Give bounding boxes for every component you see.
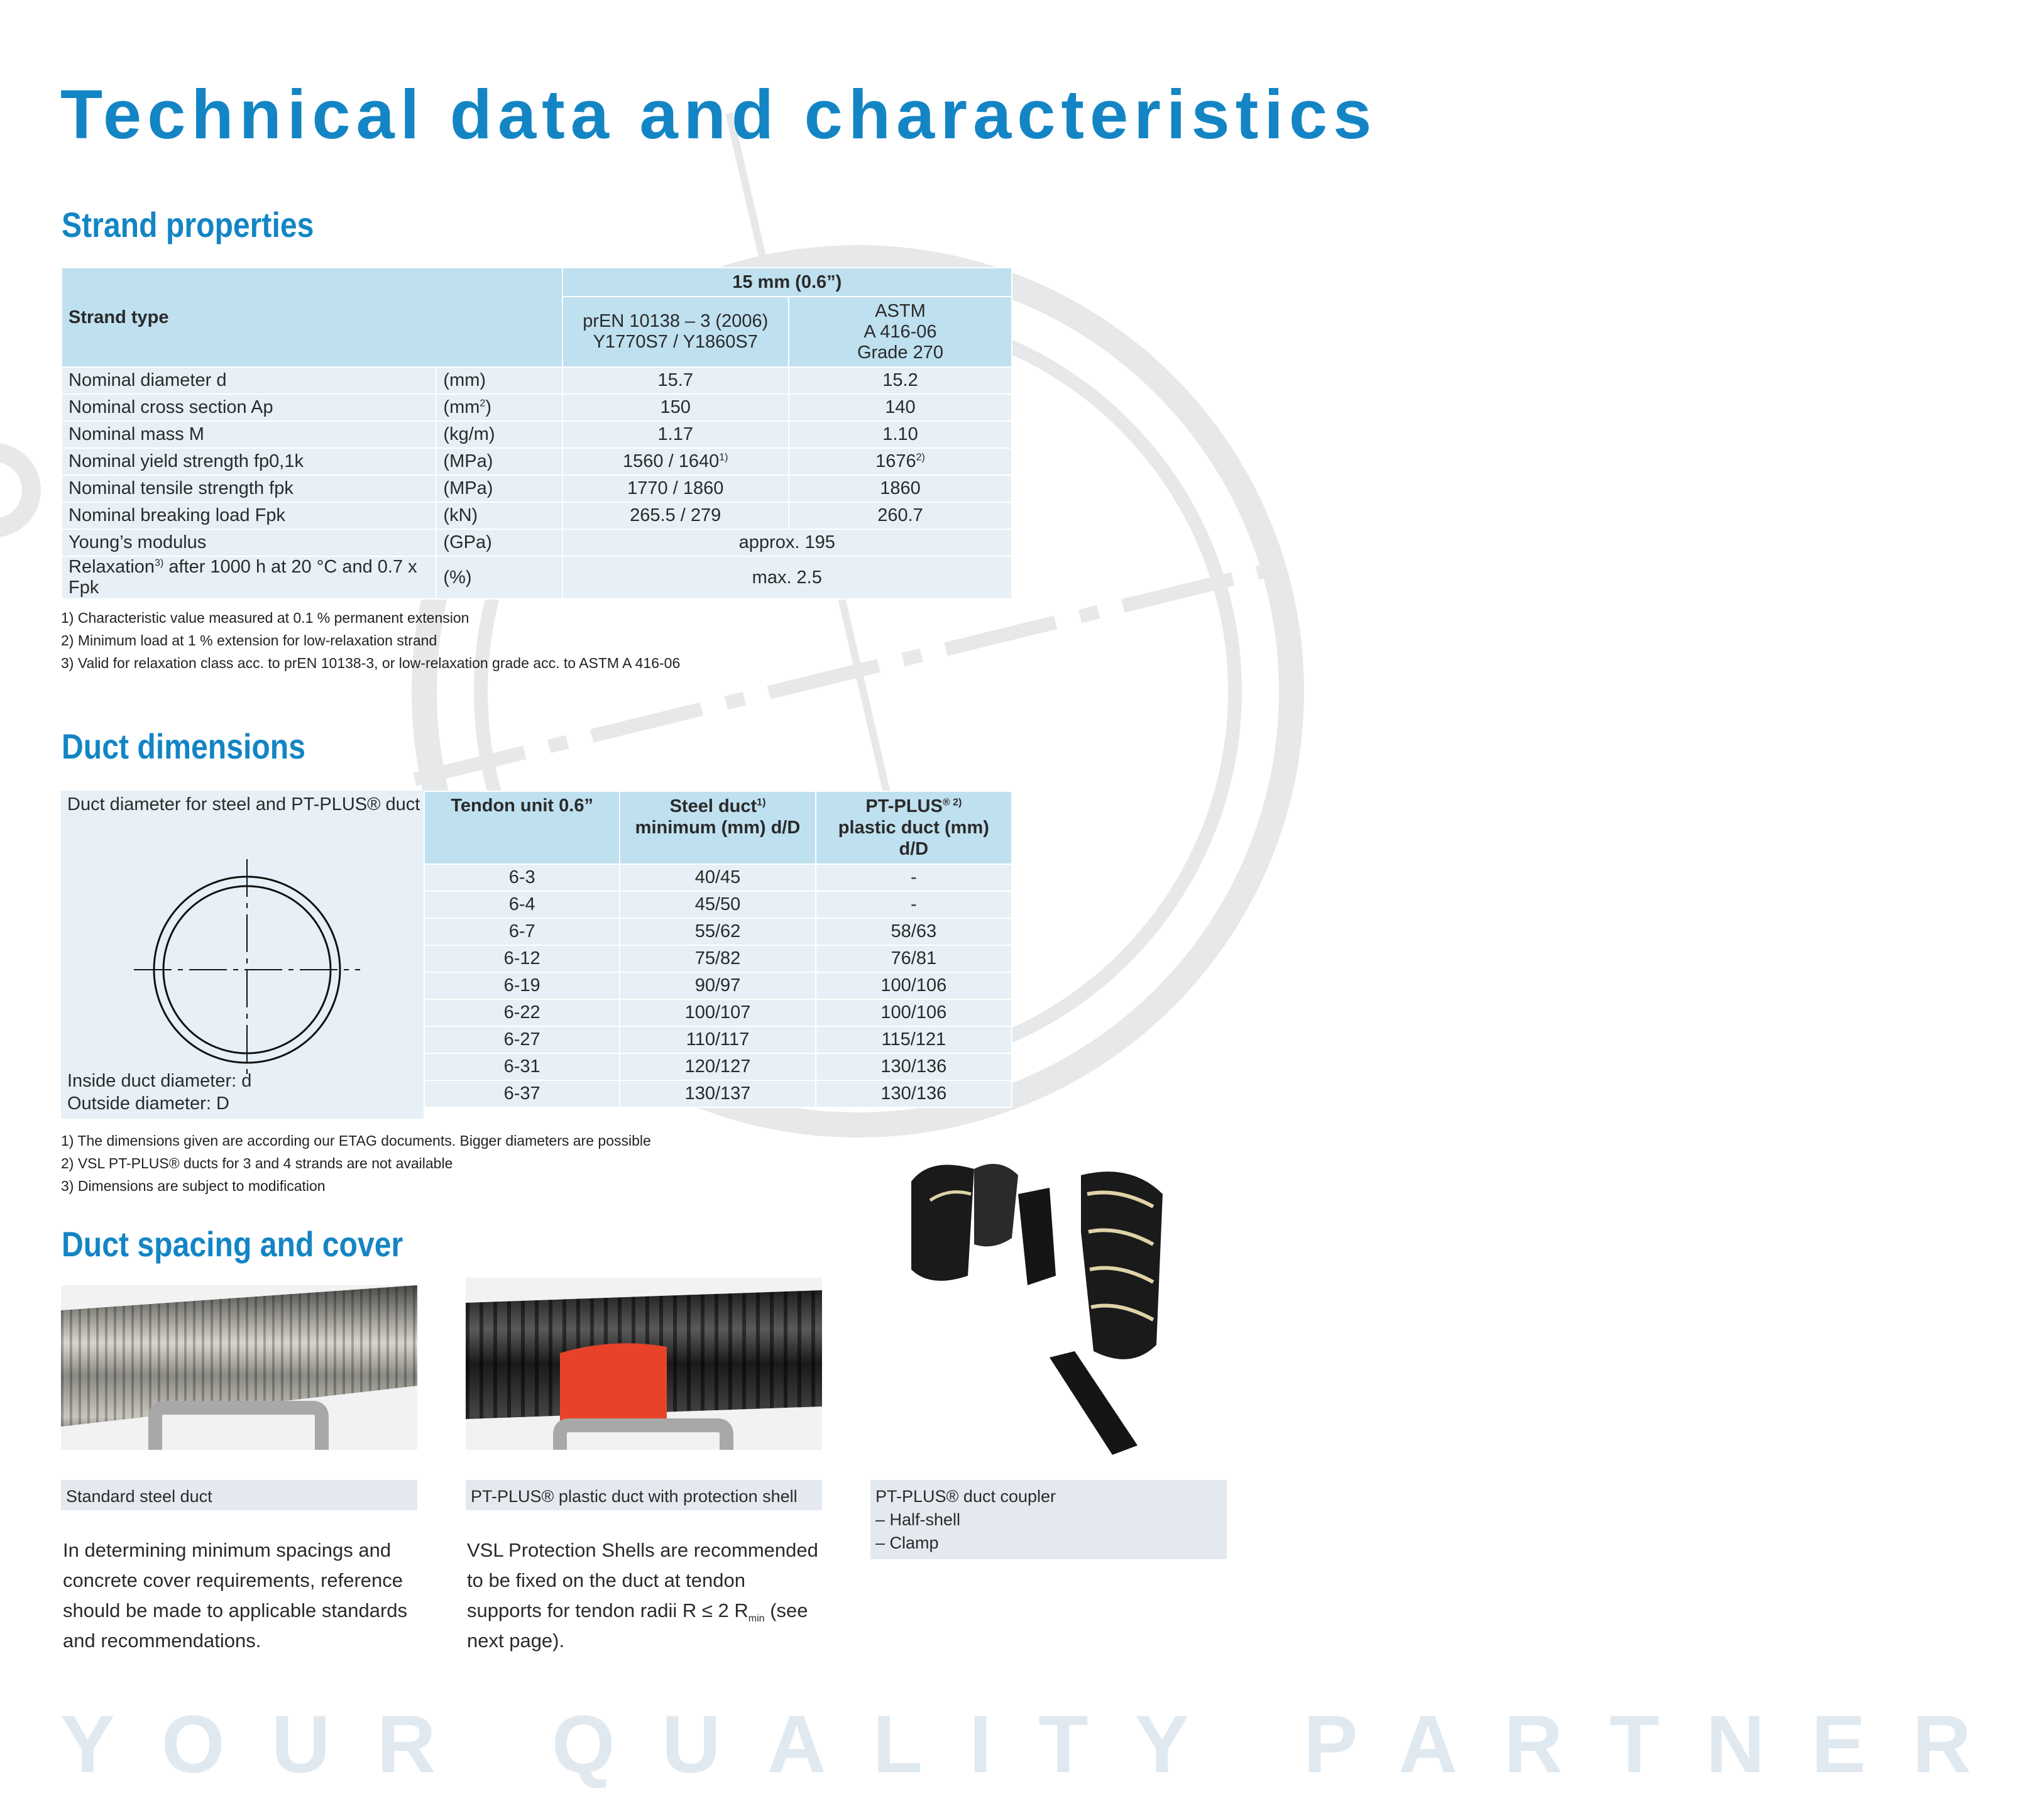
footnote: 3) Valid for relaxation class acc. to prEN 10138-3, or low-relaxation grade acc. to ASTM A 416-06 — [61, 655, 681, 671]
steel-duct-caption: Standard steel duct — [61, 1480, 417, 1510]
standard-astm-line3: Grade 270 — [857, 342, 943, 363]
footnote-ref: 1) — [719, 452, 728, 463]
property-unit: (mm) — [436, 367, 562, 394]
standard-astm-header — [789, 297, 1012, 367]
standard-en-line2: Y1770S7 / Y1860S7 — [593, 332, 758, 352]
value-text: 1560 / 1640 — [623, 451, 720, 471]
caption-text: PT-PLUS® plastic duct with protection shell — [471, 1487, 798, 1506]
footnote-ref: 2) — [916, 452, 925, 463]
property-unit — [436, 394, 562, 421]
footnote-ref: 1) — [757, 797, 766, 808]
caption-line: – Clamp — [875, 1533, 939, 1552]
property-label: Nominal mass M — [62, 421, 436, 448]
steel-duct-cell: 90/97 — [620, 972, 815, 999]
footnote: 2) Minimum load at 1 % extension for low-relaxation strand — [61, 632, 437, 649]
table-row — [424, 918, 1012, 945]
standard-en-header — [562, 297, 789, 367]
table-row — [62, 556, 1012, 599]
plastic-duct-caption — [466, 1480, 822, 1510]
table-row — [424, 864, 1012, 891]
property-unit: (kg/m) — [436, 421, 562, 448]
header-text-line3: d/D — [899, 839, 929, 859]
table-row — [424, 891, 1012, 918]
standard-en-line1: prEN 10138 – 3 (2006) — [583, 311, 769, 331]
property-value-en: 150 — [562, 394, 789, 421]
strand-properties-heading: Strand properties — [62, 205, 314, 244]
strand-footnotes — [61, 606, 1004, 674]
plastic-duct-cell: 100/106 — [816, 972, 1012, 999]
duct-diagram-caption: Duct diameter for steel and PT-PLUS® duct — [67, 794, 420, 814]
property-unit: (GPa) — [436, 529, 562, 556]
table-row — [424, 1026, 1012, 1053]
property-value-astm — [789, 448, 1012, 475]
property-value-shared: max. 2.5 — [562, 556, 1012, 599]
caption-line: PT-PLUS® duct coupler — [875, 1487, 1056, 1506]
label-text: Relaxation — [69, 557, 155, 577]
value-text: 1676 — [875, 451, 916, 471]
plastic-duct-cell: 76/81 — [816, 945, 1012, 972]
property-label: Nominal cross section Ap — [62, 394, 436, 421]
table-row — [424, 972, 1012, 999]
duct-spacing-heading: Duct spacing and cover — [62, 1224, 403, 1264]
footnote-ref: 3) — [155, 557, 164, 569]
steel-duct-cell: 120/127 — [620, 1053, 815, 1080]
footer-slogan: YOUR QUALITY PARTNER — [60, 1698, 2018, 1790]
subscript: min — [748, 1613, 765, 1625]
inside-diameter-label: Inside duct diameter: d — [67, 1071, 252, 1091]
duct-dimensions-table — [424, 791, 1012, 1108]
property-label: Nominal breaking load Fpk — [62, 502, 436, 529]
header-text: PT-PLUS — [865, 796, 943, 816]
header-text-line2: minimum (mm) d/D — [635, 818, 801, 838]
property-unit: (MPa) — [436, 475, 562, 502]
strand-size-header: 15 mm (0.6”) — [562, 268, 1012, 297]
plastic-duct-cell: 100/106 — [816, 999, 1012, 1026]
tendon-unit-cell: 6-37 — [424, 1080, 620, 1107]
property-value-astm: 1.10 — [789, 421, 1012, 448]
strand-properties-table — [61, 267, 1012, 600]
duct-coupler-photo — [892, 1144, 1207, 1464]
body-text-end: (see next page). — [467, 1599, 808, 1652]
plastic-duct-cell: - — [816, 891, 1012, 918]
steel-duct-cell: 45/50 — [620, 891, 815, 918]
tendon-unit-header: Tendon unit 0.6” — [424, 791, 620, 864]
tendon-unit-cell: 6-31 — [424, 1053, 620, 1080]
unit-text: (mm — [443, 397, 480, 417]
steel-duct-cell: 100/107 — [620, 999, 815, 1026]
footnote: 2) VSL PT-PLUS® ducts for 3 and 4 strands are not available — [61, 1155, 453, 1171]
property-value-en: 1770 / 1860 — [562, 475, 789, 502]
steel-duct-photo — [61, 1285, 417, 1450]
property-value-en: 1.17 — [562, 421, 789, 448]
tendon-unit-cell: 6-27 — [424, 1026, 620, 1053]
plastic-duct-cell: 115/121 — [816, 1026, 1012, 1053]
standard-astm-line2: A 416-06 — [864, 321, 937, 342]
outside-diameter-label: Outside diameter: D — [67, 1094, 229, 1114]
property-label — [62, 556, 436, 599]
body-text: VSL Protection Shells are recommended to be fixed on the duct at tendon supports for tendon radii R ≤ 2 R — [467, 1539, 818, 1621]
table-row — [62, 448, 1012, 475]
header-text: Steel duct — [669, 796, 757, 816]
footnote: 3) Dimensions are subject to modification — [61, 1178, 326, 1194]
property-unit: (MPa) — [436, 448, 562, 475]
property-value-en: 265.5 / 279 — [562, 502, 789, 529]
table-row — [62, 529, 1012, 556]
table-row — [62, 367, 1012, 394]
duct-diagram-panel — [61, 791, 424, 1119]
table-row — [62, 394, 1012, 421]
duct-cross-section-diagram — [130, 857, 363, 1083]
tendon-unit-cell: 6-19 — [424, 972, 620, 999]
duct-coupler-image — [892, 1144, 1207, 1464]
plastic-duct-cell: - — [816, 864, 1012, 891]
property-unit: (kN) — [436, 502, 562, 529]
steel-duct-cell: 130/137 — [620, 1080, 815, 1107]
table-row — [62, 421, 1012, 448]
footnote: 1) Characteristic value measured at 0.1 % permanent extension — [61, 610, 469, 626]
spacing-body-text-left: In determining minimum spacings and concrete cover requirements, reference should be made to applicable standards and recommendations. — [63, 1539, 408, 1652]
property-value-shared: approx. 195 — [562, 529, 1012, 556]
header-text-line2: plastic duct (mm) — [838, 818, 989, 838]
spacing-body-text-middle — [467, 1535, 825, 1656]
table-row — [424, 1080, 1012, 1107]
page-title: Technical data and characteristics — [60, 76, 1378, 153]
caption-line: – Half-shell — [875, 1510, 961, 1529]
property-label: Nominal yield strength fp0,1k — [62, 448, 436, 475]
table-row — [424, 999, 1012, 1026]
strand-type-label: Strand type — [62, 268, 562, 367]
table-row — [62, 502, 1012, 529]
property-value-astm: 140 — [789, 394, 1012, 421]
unit-end: ) — [485, 397, 491, 417]
plastic-duct-header — [816, 791, 1012, 864]
steel-duct-cell: 55/62 — [620, 918, 815, 945]
plastic-duct-cell: 130/136 — [816, 1053, 1012, 1080]
plastic-duct-cell: 58/63 — [816, 918, 1012, 945]
duct-diagram-legend — [67, 1070, 251, 1115]
property-label: Nominal diameter d — [62, 367, 436, 394]
steel-duct-cell: 110/117 — [620, 1026, 815, 1053]
property-label: Nominal tensile strength fpk — [62, 475, 436, 502]
steel-duct-cell: 75/82 — [620, 945, 815, 972]
tendon-unit-cell: 6-7 — [424, 918, 620, 945]
standard-astm-line1: ASTM — [875, 300, 926, 321]
plastic-duct-photo — [466, 1278, 822, 1450]
table-row — [424, 1053, 1012, 1080]
property-value-en: 15.7 — [562, 367, 789, 394]
tendon-unit-cell: 6-3 — [424, 864, 620, 891]
tendon-unit-cell: 6-22 — [424, 999, 620, 1026]
steel-duct-image — [61, 1285, 417, 1450]
table-row — [424, 945, 1012, 972]
property-value-astm: 1860 — [789, 475, 1012, 502]
tendon-unit-cell: 6-12 — [424, 945, 620, 972]
plastic-duct-image — [466, 1278, 822, 1450]
property-value-astm: 260.7 — [789, 502, 1012, 529]
property-value-en — [562, 448, 789, 475]
steel-duct-cell: 40/45 — [620, 864, 815, 891]
property-unit: (%) — [436, 556, 562, 599]
property-value-astm: 15.2 — [789, 367, 1012, 394]
footnote-ref: ® 2) — [942, 797, 962, 808]
table-row — [62, 475, 1012, 502]
property-label: Young’s modulus — [62, 529, 436, 556]
duct-coupler-caption — [870, 1480, 1227, 1559]
duct-footnotes — [61, 1129, 878, 1197]
label-text-rest: after 1000 h at 20 °C and 0.7 x Fpk — [69, 557, 417, 598]
duct-dimensions-heading: Duct dimensions — [62, 726, 306, 766]
footnote: 1) The dimensions given are according our ETAG documents. Bigger diameters are possible — [61, 1132, 651, 1149]
steel-duct-header — [620, 791, 815, 864]
tendon-unit-cell: 6-4 — [424, 891, 620, 918]
unit-superscript: 2 — [480, 398, 486, 409]
plastic-duct-cell: 130/136 — [816, 1080, 1012, 1107]
